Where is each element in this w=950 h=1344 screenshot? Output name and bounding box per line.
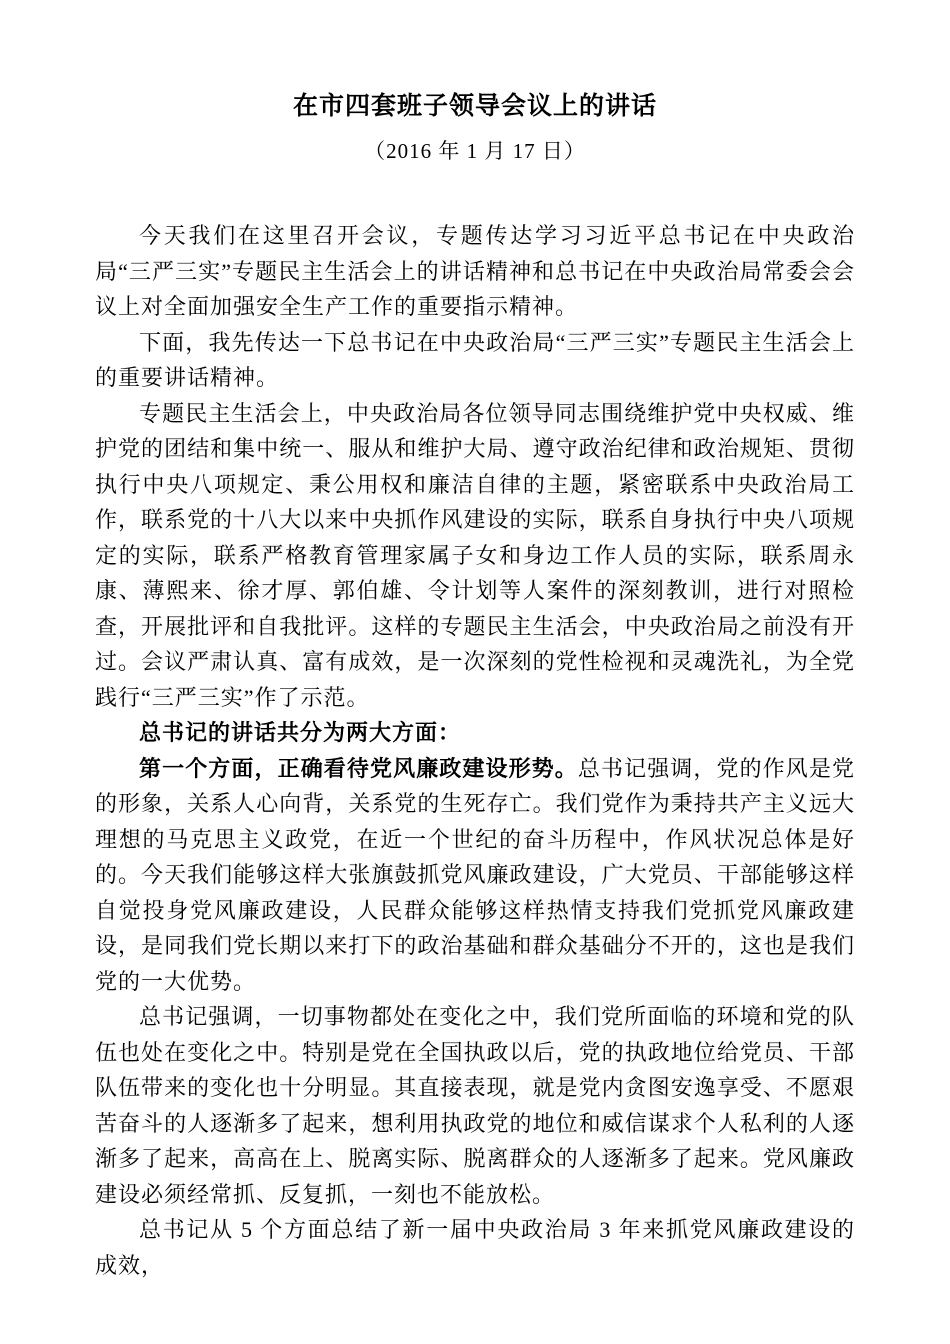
paragraph: 下面，我先传达一下总书记在中央政治局“三严三实”专题民主生活会上的重要讲话精神。 bbox=[95, 329, 855, 390]
paragraph: 第一个方面，正确看待党风廉政建设形势。总书记强调，党的作风是党的形象，关系人心向背，关系党的生死存亡。我们党作为秉持共产主义远大理想的马克思主义政党，在近一个世纪的奋斗历程中，作风状况总体是好的。今天我们能够这样大张旗鼓抓党风廉政建设，广大党员、干部能够这样自觉投身党风廉政建设，人民群众能够这样热情支持我们党抓党风廉政建设，是同我们党长期以来打下的政治基础和群众基础分不开的，这也是我们党的一大优势。 bbox=[95, 755, 855, 994]
paragraph: 专题民主生活会上，中央政治局各位领导同志围绕维护党中央权威、维护党的团结和集中统一、服从和维护大局、遵守政治纪律和政治规矩、贯彻执行中央八项规定、秉公用权和廉洁自律的主题，紧密联系中央政治局工作，联系党的十八大以来中央抓作风建设的实际，联系自身执行中央八项规定的实际，联系严格教育管理家属子女和身边工作人员的实际，联系周永康、薄熙来、徐才厚、郭伯雄、令计划等人案件的深刻教训，进行对照检查，开展批评和自我批评。这样的专题民主生活会，中央政治局之前没有开过。会议严肃认真、富有成效，是一次深刻的党性检视和灵魂洗礼，为全党践行“三严三实”作了示范。 bbox=[95, 400, 855, 710]
document-body bbox=[95, 218, 855, 1283]
paragraph-bold-lead: 第一个方面，正确看待党风廉政建设形势。 bbox=[139, 755, 578, 781]
paragraph: 总书记从 5 个方面总结了新一届中央政治局 3 年来抓党风廉政建设的成效， bbox=[95, 1217, 855, 1278]
document-date-line: （2016 年 1 月 17 日） bbox=[364, 139, 586, 163]
paragraph: 总书记的讲话共分为两大方面： bbox=[139, 720, 462, 745]
paragraph: 今天我们在这里召开会议，专题传达学习习近平总书记在中央政治局“三严三实”专题民主生活会上的讲话精神和总书记在中央政治局常委会会议上对全面加强安全生产工作的重要指示精神。 bbox=[95, 223, 855, 319]
document-title: 在市四套班子领导会议上的讲话 bbox=[292, 93, 657, 120]
paragraph: 总书记强调，一切事物都处在变化之中，我们党所面临的环境和党的队伍也处在变化之中。特别是党在全国执政以后，党的执政地位给党员、干部队伍带来的变化也十分明显。其直接表现，就是党内贪图安逸享受、不愿艰苦奋斗的人逐渐多了起来，想利用执政党的地位和威信谋求个人私利的人逐渐多了起来，高高在上、脱离实际、脱离群众的人逐渐多了起来。党风廉政建设必须经常抓、反复抓，一刻也不能放松。 bbox=[95, 1004, 855, 1207]
